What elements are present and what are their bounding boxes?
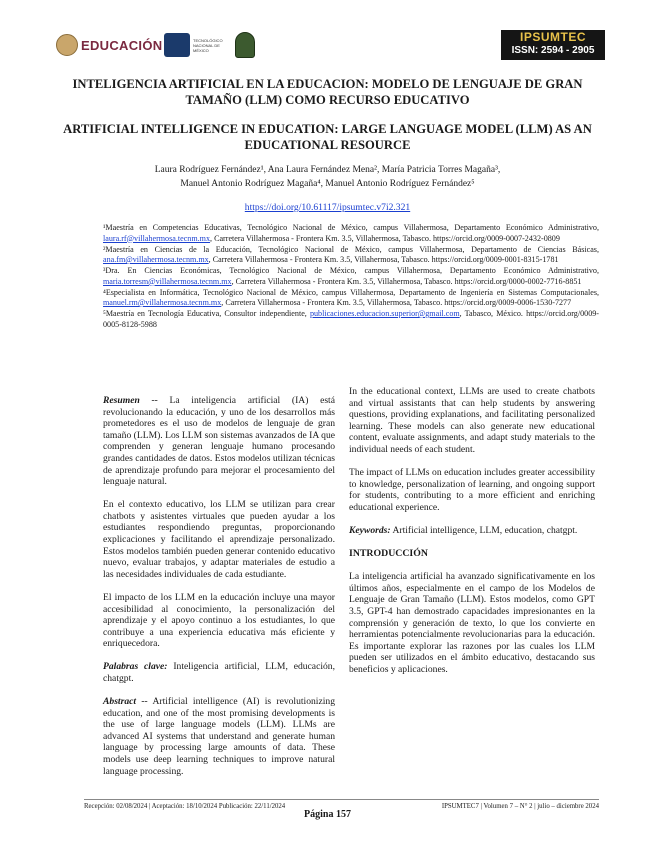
doi-link[interactable]: https://doi.org/10.61117/ipsumtec.v7i2.321 bbox=[244, 202, 411, 213]
affiliation-email-link[interactable]: laura.rf@villahermosa.tecnm.mx bbox=[103, 233, 211, 243]
abstract-text: Artificial intelligence (AI) is revolutionizing education, and one of the most promising developments is the use of large language models (LLM). LLMs are advanced AI systems that understand and generate human language by processing large amounts of data. These models use deep learning techniques to improve natural language processing. bbox=[103, 696, 335, 777]
palabras-clave-label: Palabras clave: bbox=[103, 661, 168, 673]
resumen-text: La inteligencia artificial (IA) está revolucionando la educación, y uno de los desarrollos más prometedores es el uso de modelos de lenguaje de gran tamaño (LLM). Los LLM son sistemas avanzados de IA que comprenden y generan lenguaje humano procesando grandes cantidades de datos. Estos modelos utilizan técnicas de aprendizaje profundo para mejorar el procesamiento del lenguaje natural. bbox=[103, 395, 335, 488]
footer-journal-info: IPSUMTEC7 | Volumen 7 – N° 2 | julio – diciembre 2024 bbox=[441, 803, 599, 810]
tecnm-logo bbox=[164, 32, 255, 58]
educacion-logo-text: EDUCACIÓN bbox=[81, 37, 163, 53]
journal-name: IPSUMTEC bbox=[519, 30, 586, 44]
affiliation-email-link[interactable]: ana.fm@villahermosa.tecnm.mx bbox=[103, 255, 209, 264]
author-list bbox=[50, 163, 605, 191]
affiliation-text: , Carretera Villahermosa - Frontera Km. 3.5, Villahermosa, Tabasco. https://orcid.org/0000-0002-7716-8851 bbox=[231, 276, 582, 286]
journal-issn: ISSN: 2594 - 2905 bbox=[511, 45, 595, 56]
abstract-label: Abstract -- bbox=[103, 696, 148, 708]
affiliation-text: , Tabasco, México. https://orcid.org/0009-0005-8128-5988 bbox=[103, 309, 599, 329]
affiliation-text: , Carretera Villahermosa - Frontera Km. 3.5, Villahermosa, Tabasco. https://orcid.org/0009-0007-2432-0809 bbox=[210, 233, 560, 243]
affiliation-text: ¹Maestría en Competencias Educativas, Tecnológico Nacional de México, campus Villahermosa, Departamento Económico Administrativo, bbox=[103, 223, 599, 232]
tecnm-mark-icon bbox=[164, 33, 190, 57]
affiliation-email-link[interactable]: publicaciones.educacion.superior@gmail.com bbox=[309, 309, 460, 318]
tecnm-logo-text: TECNOLÓGICO NACIONAL DE MÉXICO bbox=[193, 37, 223, 53]
affiliation-text: ⁴Especialista en Informática, Tecnológico Nacional de México, campus Villahermosa, Departamento de Ingeniería en Sistemas Computacionales, bbox=[103, 287, 599, 297]
abstract-paragraph-2: In the educational context, LLMs are used to create chatbots and virtual assistants that can help students by answering questions, providing explanations, and facilitating personalized learning. These models can also generate new educational content, evaluate assignments, and adapt study materials to the individual needs of each student. bbox=[349, 386, 595, 455]
educacion-logo bbox=[56, 34, 162, 56]
title-spanish: INTELIGENCIA ARTIFICIAL EN LA EDUCACION: MODELO DE LENGUAJE DE GRAN TAMAÑO (LLM) COMO RECURSO EDUCATIVO bbox=[72, 77, 583, 107]
left-column bbox=[103, 395, 335, 789]
resumen-paragraph-1 bbox=[103, 395, 335, 488]
authors-line-1: Laura Rodríguez Fernández¹, Ana Laura Fernández Mena², María Patricia Torres Magaña³, bbox=[154, 165, 501, 175]
mexico-seal-icon bbox=[56, 34, 78, 56]
doi bbox=[0, 202, 655, 213]
title-english: ARTIFICIAL INTELLIGENCE IN EDUCATION: LARGE LANGUAGE MODEL (LLM) AS AN EDUCATIONAL RESOURCE bbox=[63, 122, 592, 152]
page-number: Página 157 bbox=[304, 809, 351, 820]
section-heading-introduccion: INTRODUCCIÓN bbox=[349, 548, 428, 560]
affiliation-text: ⁵Maestría en Tecnología Educativa, Consultor independiente, bbox=[103, 309, 310, 318]
affiliation-email-link[interactable]: manuel.rm@villahermosa.tecnm.mx bbox=[103, 298, 222, 307]
affiliation-5 bbox=[103, 309, 599, 330]
footer-dates: Recepción: 02/08/2024 | Aceptación: 18/10/2024 Publicación: 22/11/2024 bbox=[84, 803, 286, 810]
intro-paragraph-1: La inteligencia artificial ha avanzado significativamente en los últimos años, especialmente en el campo de los Modelos de Lenguaje de Gran Tamaño (LLM). Estos modelos, como GPT 3.5, GPT-4 han demostrado capacidades impresionantes en la comprensión y generación de texto, lo que los convierte en herramientas potencialmente revolucionarias para la educación. Es importante explorar las razones por las cuales los LLM pueden ser utilizados en el ámbito educativo, destacando sus beneficios y aplicaciones. bbox=[349, 571, 595, 675]
keywords-text: Artificial intelligence, LLM, education, chatgpt. bbox=[392, 524, 578, 536]
page-header bbox=[56, 30, 605, 62]
affiliation-1 bbox=[103, 223, 599, 244]
ipsumtec-logo bbox=[501, 30, 605, 60]
affiliation-text: ³Dra. En Ciencias Económicas, Tecnológico Nacional de México, campus Villahermosa, Departamento Económico Administrativo, bbox=[103, 266, 599, 275]
authors-line-2: Manuel Antonio Rodríguez Magaña⁴, Manuel Antonio Rodríguez Fernández⁵ bbox=[180, 179, 475, 189]
affiliation-text: , Carretera Villahermosa - Frontera Km. 3.5, Villahermosa, Tabasco. https://orcid.org/0009-0006-1530-7277 bbox=[221, 298, 572, 307]
affiliation-email-link[interactable]: maria.torresm@villahermosa.tecnm.mx bbox=[103, 276, 232, 286]
affiliation-text: , Carretera Villahermosa - Frontera Km. 3.5, Villahermosa, Tabasco. https://orcid.org/0009-0001-8315-1781 bbox=[208, 255, 559, 264]
abstract-paragraph-1 bbox=[103, 696, 335, 777]
affiliation-2 bbox=[103, 245, 599, 266]
affiliation-text: ²Maestría en Ciencias de la Educación, Tecnológico Nacional de México, campus Villahermosa, Departamento de Ciencias Básicas, bbox=[103, 244, 599, 254]
affiliation-3 bbox=[103, 266, 599, 287]
palabras-clave bbox=[103, 661, 335, 684]
resumen-paragraph-3: El impacto de los LLM en la educación incluye una mayor accesibilidad al conocimiento, la personalización del aprendizaje y el apoyo continuo a los estudiantes, lo que contribuye a una experiencia educativa más eficiente y enriquecedora. bbox=[103, 591, 335, 650]
affiliation-4 bbox=[103, 288, 599, 309]
right-column bbox=[349, 386, 595, 687]
abstract-paragraph-3: The impact of LLMs on education includes greater accessibility to knowledge, personalization of learning, and ongoing support for students, contributing to a more efficient and enriching educational experience. bbox=[349, 467, 595, 513]
keywords-label: Keywords: bbox=[349, 524, 391, 536]
keywords bbox=[349, 525, 595, 537]
resumen-label: Resumen -- bbox=[103, 395, 158, 406]
affiliations bbox=[103, 223, 599, 331]
itvh-shield-icon bbox=[235, 32, 255, 58]
palabras-clave-text: Inteligencia artificial, LLM, educación, chatgpt. bbox=[103, 661, 335, 684]
resumen-paragraph-2: En el contexto educativo, los LLM se utilizan para crear chatbots y asistentes virtuales que pueden ayudar a los estudiantes respondiendo preguntas, proporcionando explicaciones y facilitando el aprendizaje personalizado. Estos modelos también pueden generar contenido educativo nuevo, evaluar trabajos, y adaptar materiales de estudio a las necesidades individuales de cada estudiante. bbox=[103, 499, 335, 580]
